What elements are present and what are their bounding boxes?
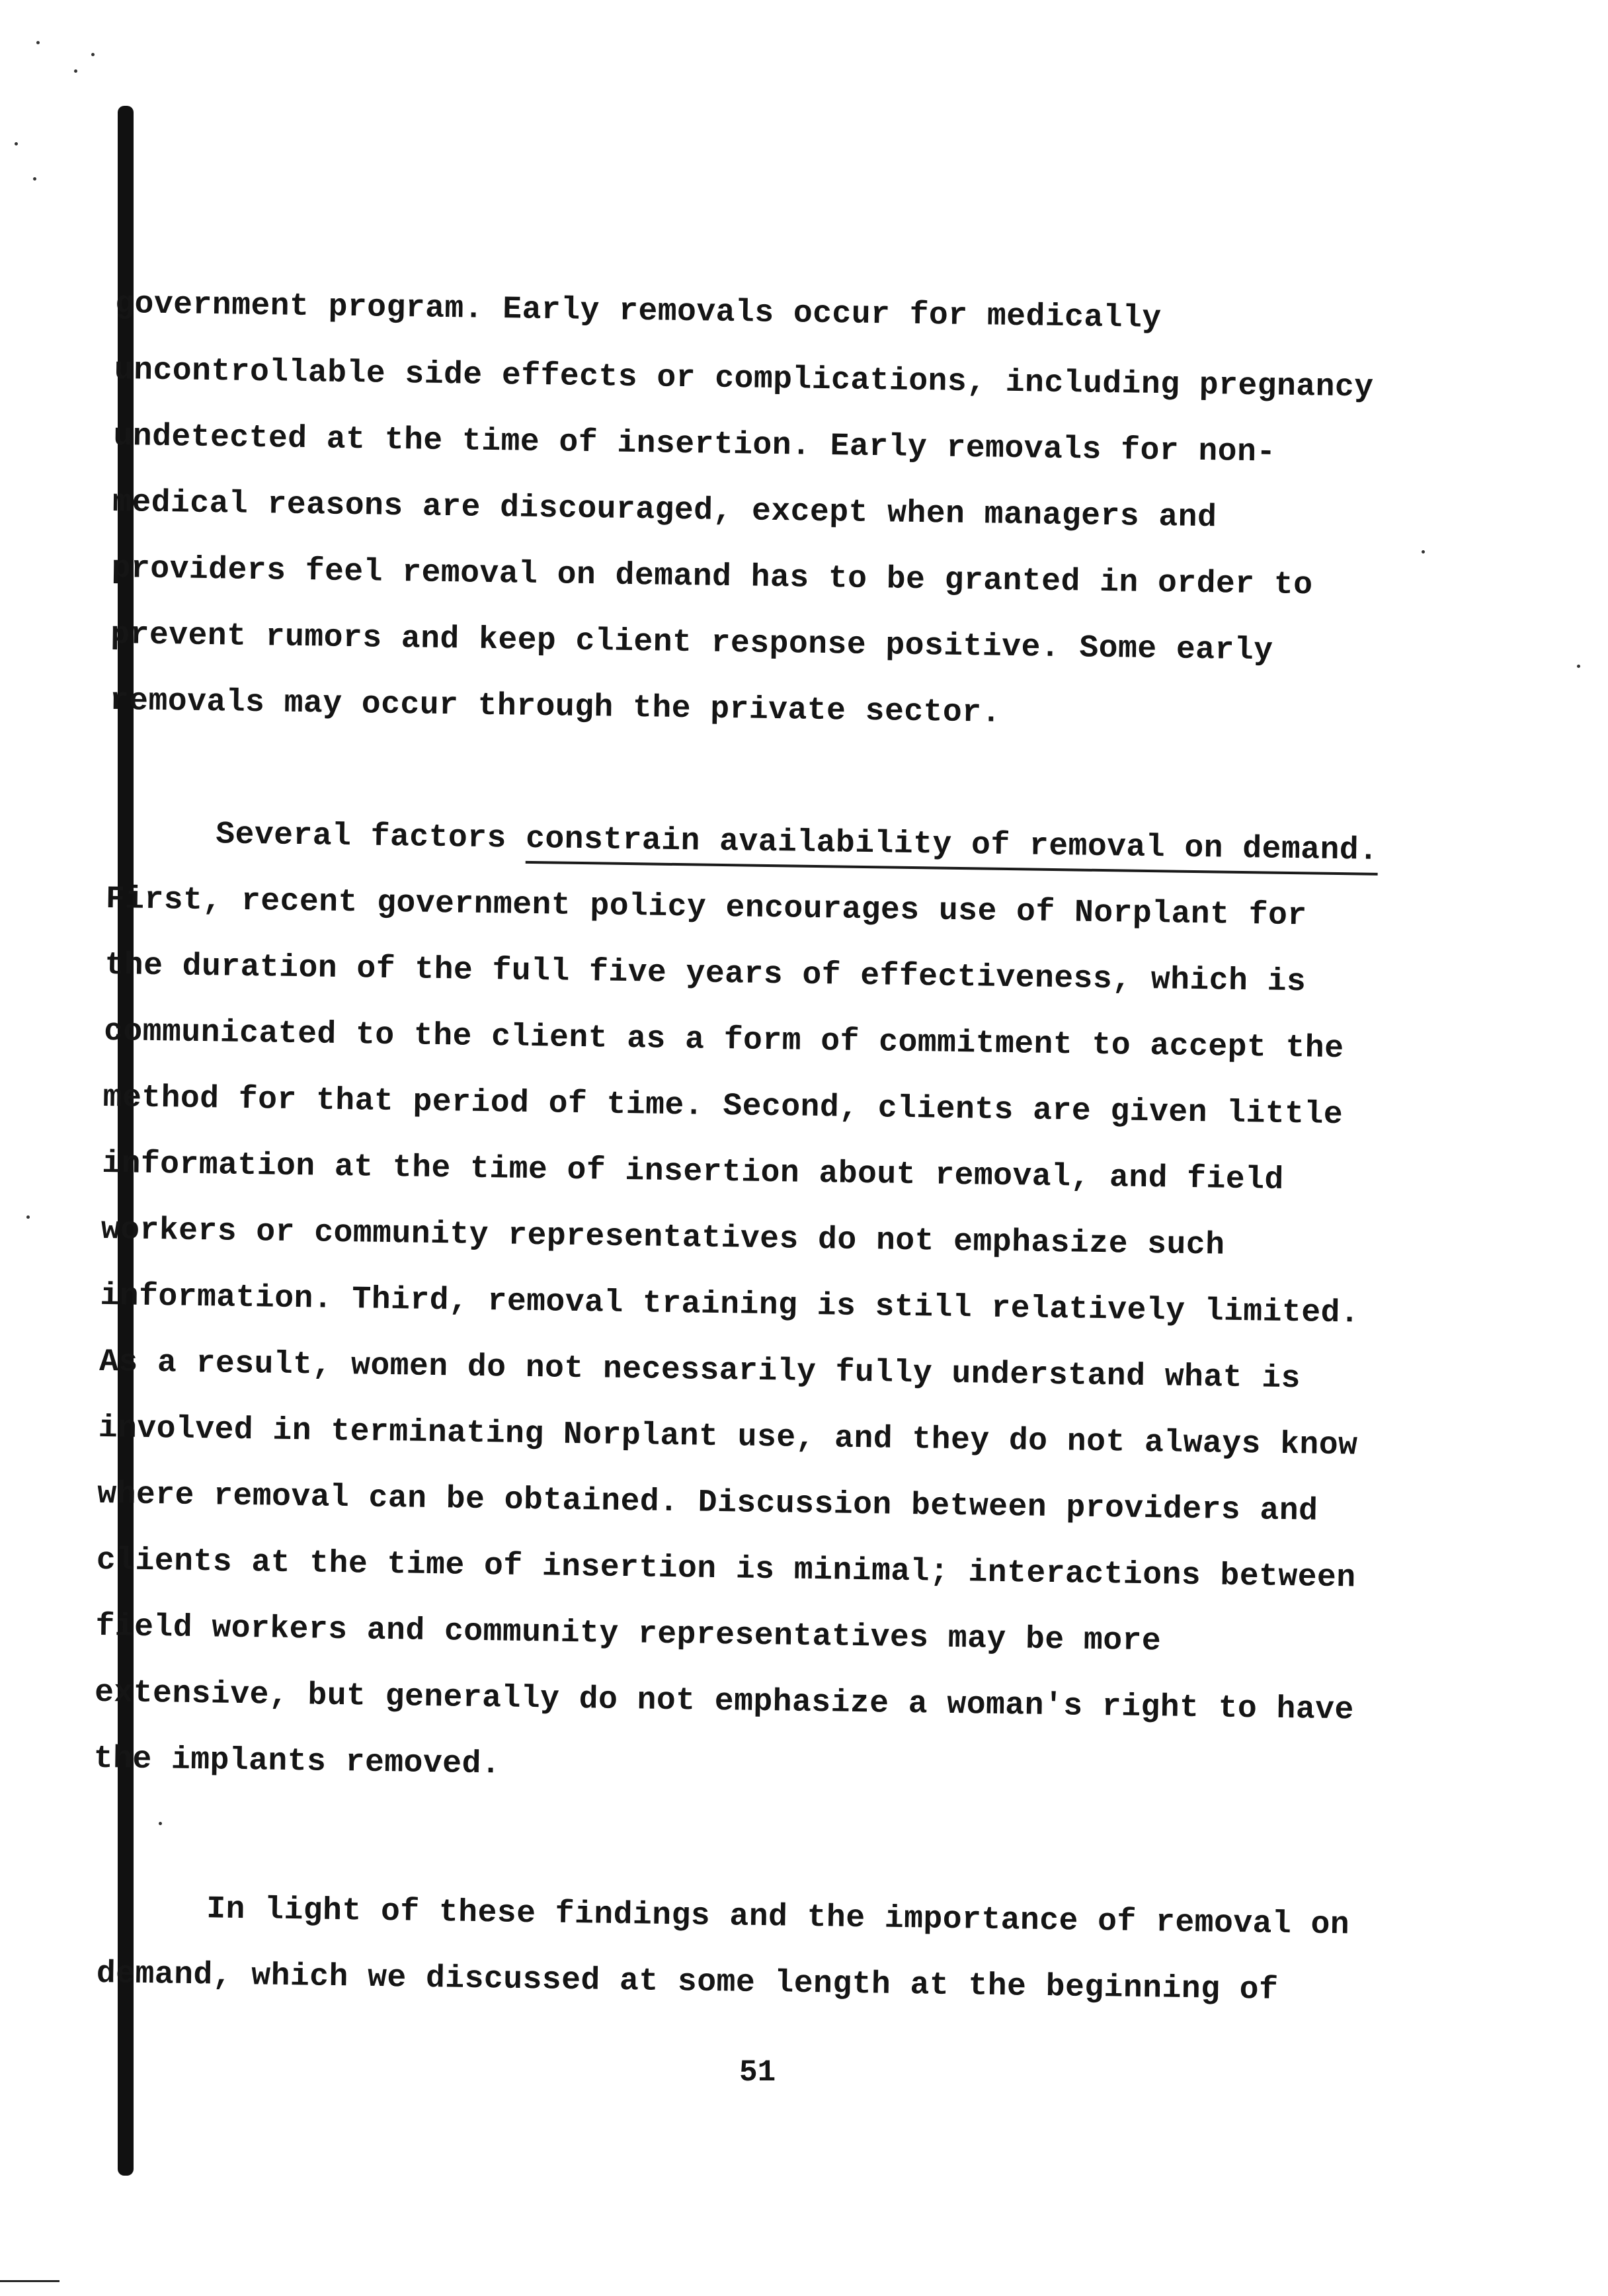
text-line: medical reasons are discouraged, except when managers and — [112, 484, 1217, 536]
text-line: clients at the time of insertion is minimal; interactions between — [96, 1542, 1356, 1596]
text-line: In light of these findings and the importance of removal on — [206, 1891, 1350, 1944]
text-line: prevent rumors and keep client response positive. Some early — [110, 616, 1273, 669]
text-run: Several factors — [215, 817, 526, 857]
text-line: As a result, women do not necessarily fully understand what is — [99, 1344, 1301, 1397]
text-line: information at the time of insertion about removal, and field — [101, 1145, 1285, 1198]
text-line: government program. Early removals occur for medically — [114, 286, 1162, 337]
text-line: removals may occur through the private sector. — [109, 682, 1002, 731]
underlined-phrase: constrain availability of removal on demand. — [526, 821, 1379, 876]
text-line: extensive, but generally do not emphasize a woman's right to have — [94, 1674, 1355, 1729]
paragraph-3 — [96, 1875, 1473, 2026]
text-line: the duration of the full five years of effectiveness, which is — [104, 947, 1306, 1001]
scan-speck — [91, 53, 95, 56]
text-line: First, recent government policy encourages use of Norplant for — [105, 881, 1307, 934]
scan-edge-line — [0, 2280, 60, 2282]
text-line: workers or community representatives do not emphasize such — [100, 1211, 1225, 1264]
text-line: information. Third, removal training is still relatively limited. — [100, 1278, 1360, 1332]
text-line: involved in terminating Norplant use, and they do not always know — [98, 1410, 1358, 1464]
scan-speck — [1577, 665, 1580, 668]
text-line: method for that period of time. Second, clients are given little — [102, 1079, 1344, 1133]
text-line: providers feel removal on demand has to be granted in order to — [111, 550, 1313, 604]
page-number: 51 — [739, 2055, 776, 2090]
text-line: the implants removed. — [93, 1741, 501, 1783]
text-line: where removal can be obtained. Discussion between providers and — [97, 1476, 1318, 1530]
text-line: communicated to the client as a form of commitment to accept the — [103, 1013, 1344, 1067]
text-line: demand, which we discussed at some length at the beginning of — [96, 1955, 1279, 2008]
paragraph-1 — [109, 271, 1491, 753]
scan-speck — [74, 69, 77, 73]
paragraph-2 — [93, 800, 1482, 1811]
scan-speck — [36, 41, 40, 44]
scan-speck — [15, 142, 18, 145]
scan-speck — [33, 177, 36, 181]
scan-speck — [159, 1822, 162, 1825]
text-line: uncontrollable side effects or complications, including pregnancy — [114, 352, 1374, 406]
scan-speck — [26, 1215, 30, 1219]
text-line: field workers and community representatives may be more — [95, 1608, 1162, 1660]
text-line: undetected at the time of insertion. Early removals for non- — [113, 418, 1276, 471]
